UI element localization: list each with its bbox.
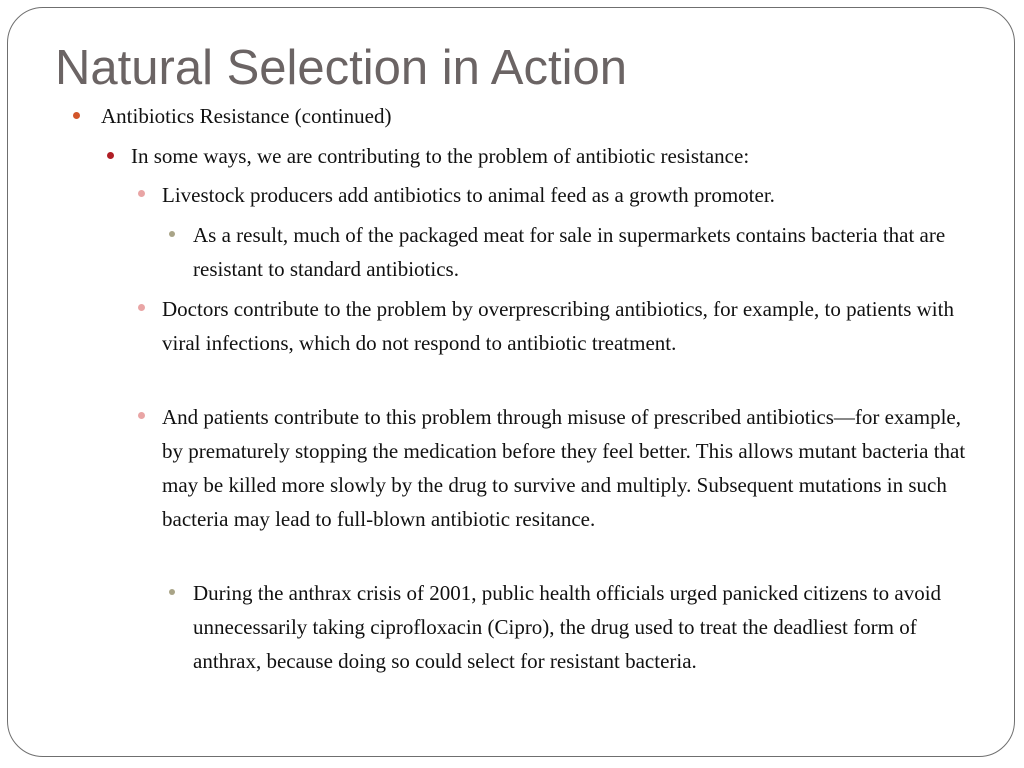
bullet-dot-icon [107, 152, 114, 159]
bullet-text: Antibiotics Resistance (continued) [101, 104, 392, 128]
bullet-item-level-2 [131, 141, 981, 171]
bullet-item-level-4 [193, 576, 968, 678]
slide-title: Natural Selection in Action [55, 41, 627, 95]
bullet-item-level-4 [193, 218, 968, 286]
bullet-dot-icon [169, 231, 175, 237]
bullet-dot-icon [138, 412, 145, 419]
bullet-item-level-3 [162, 400, 967, 536]
bullet-text: And patients contribute to this problem through misuse of prescribed antibiotics—for example, by prematurely stopping the medication before they feel better. This allows mutant bacteria that may be killed more slowly by the drug to survive and multiply. Subsequent mutations in such bacteria may lead to full-blown antibiotic resitance. [162, 405, 966, 531]
bullet-item-level-3 [162, 292, 967, 360]
bullet-dot-icon [138, 304, 145, 311]
bullet-text: Livestock producers add antibiotics to animal feed as a growth promoter. [162, 183, 775, 207]
bullet-dot-icon [169, 589, 175, 595]
bullet-item-level-3 [162, 178, 967, 212]
bullet-text: In some ways, we are contributing to the problem of antibiotic resistance: [131, 144, 750, 168]
bullet-text: During the anthrax crisis of 2001, public health officials urged panicked citizens to avoid unnecessarily taking ciprofloxacin (Cipro), the drug used to treat the deadliest form of anthrax, because doing so could select for resistant bacteria. [193, 581, 942, 673]
bullet-item-level-1 [101, 101, 981, 131]
bullet-text: As a result, much of the packaged meat for sale in supermarkets contains bacteria that are resistant to standard antibiotics. [193, 223, 946, 281]
bullet-text: Doctors contribute to the problem by overprescribing antibiotics, for example, to patients with viral infections, which do not respond to antibiotic treatment. [162, 297, 954, 355]
bullet-dot-icon [138, 190, 145, 197]
bullet-dot-icon [73, 112, 80, 119]
